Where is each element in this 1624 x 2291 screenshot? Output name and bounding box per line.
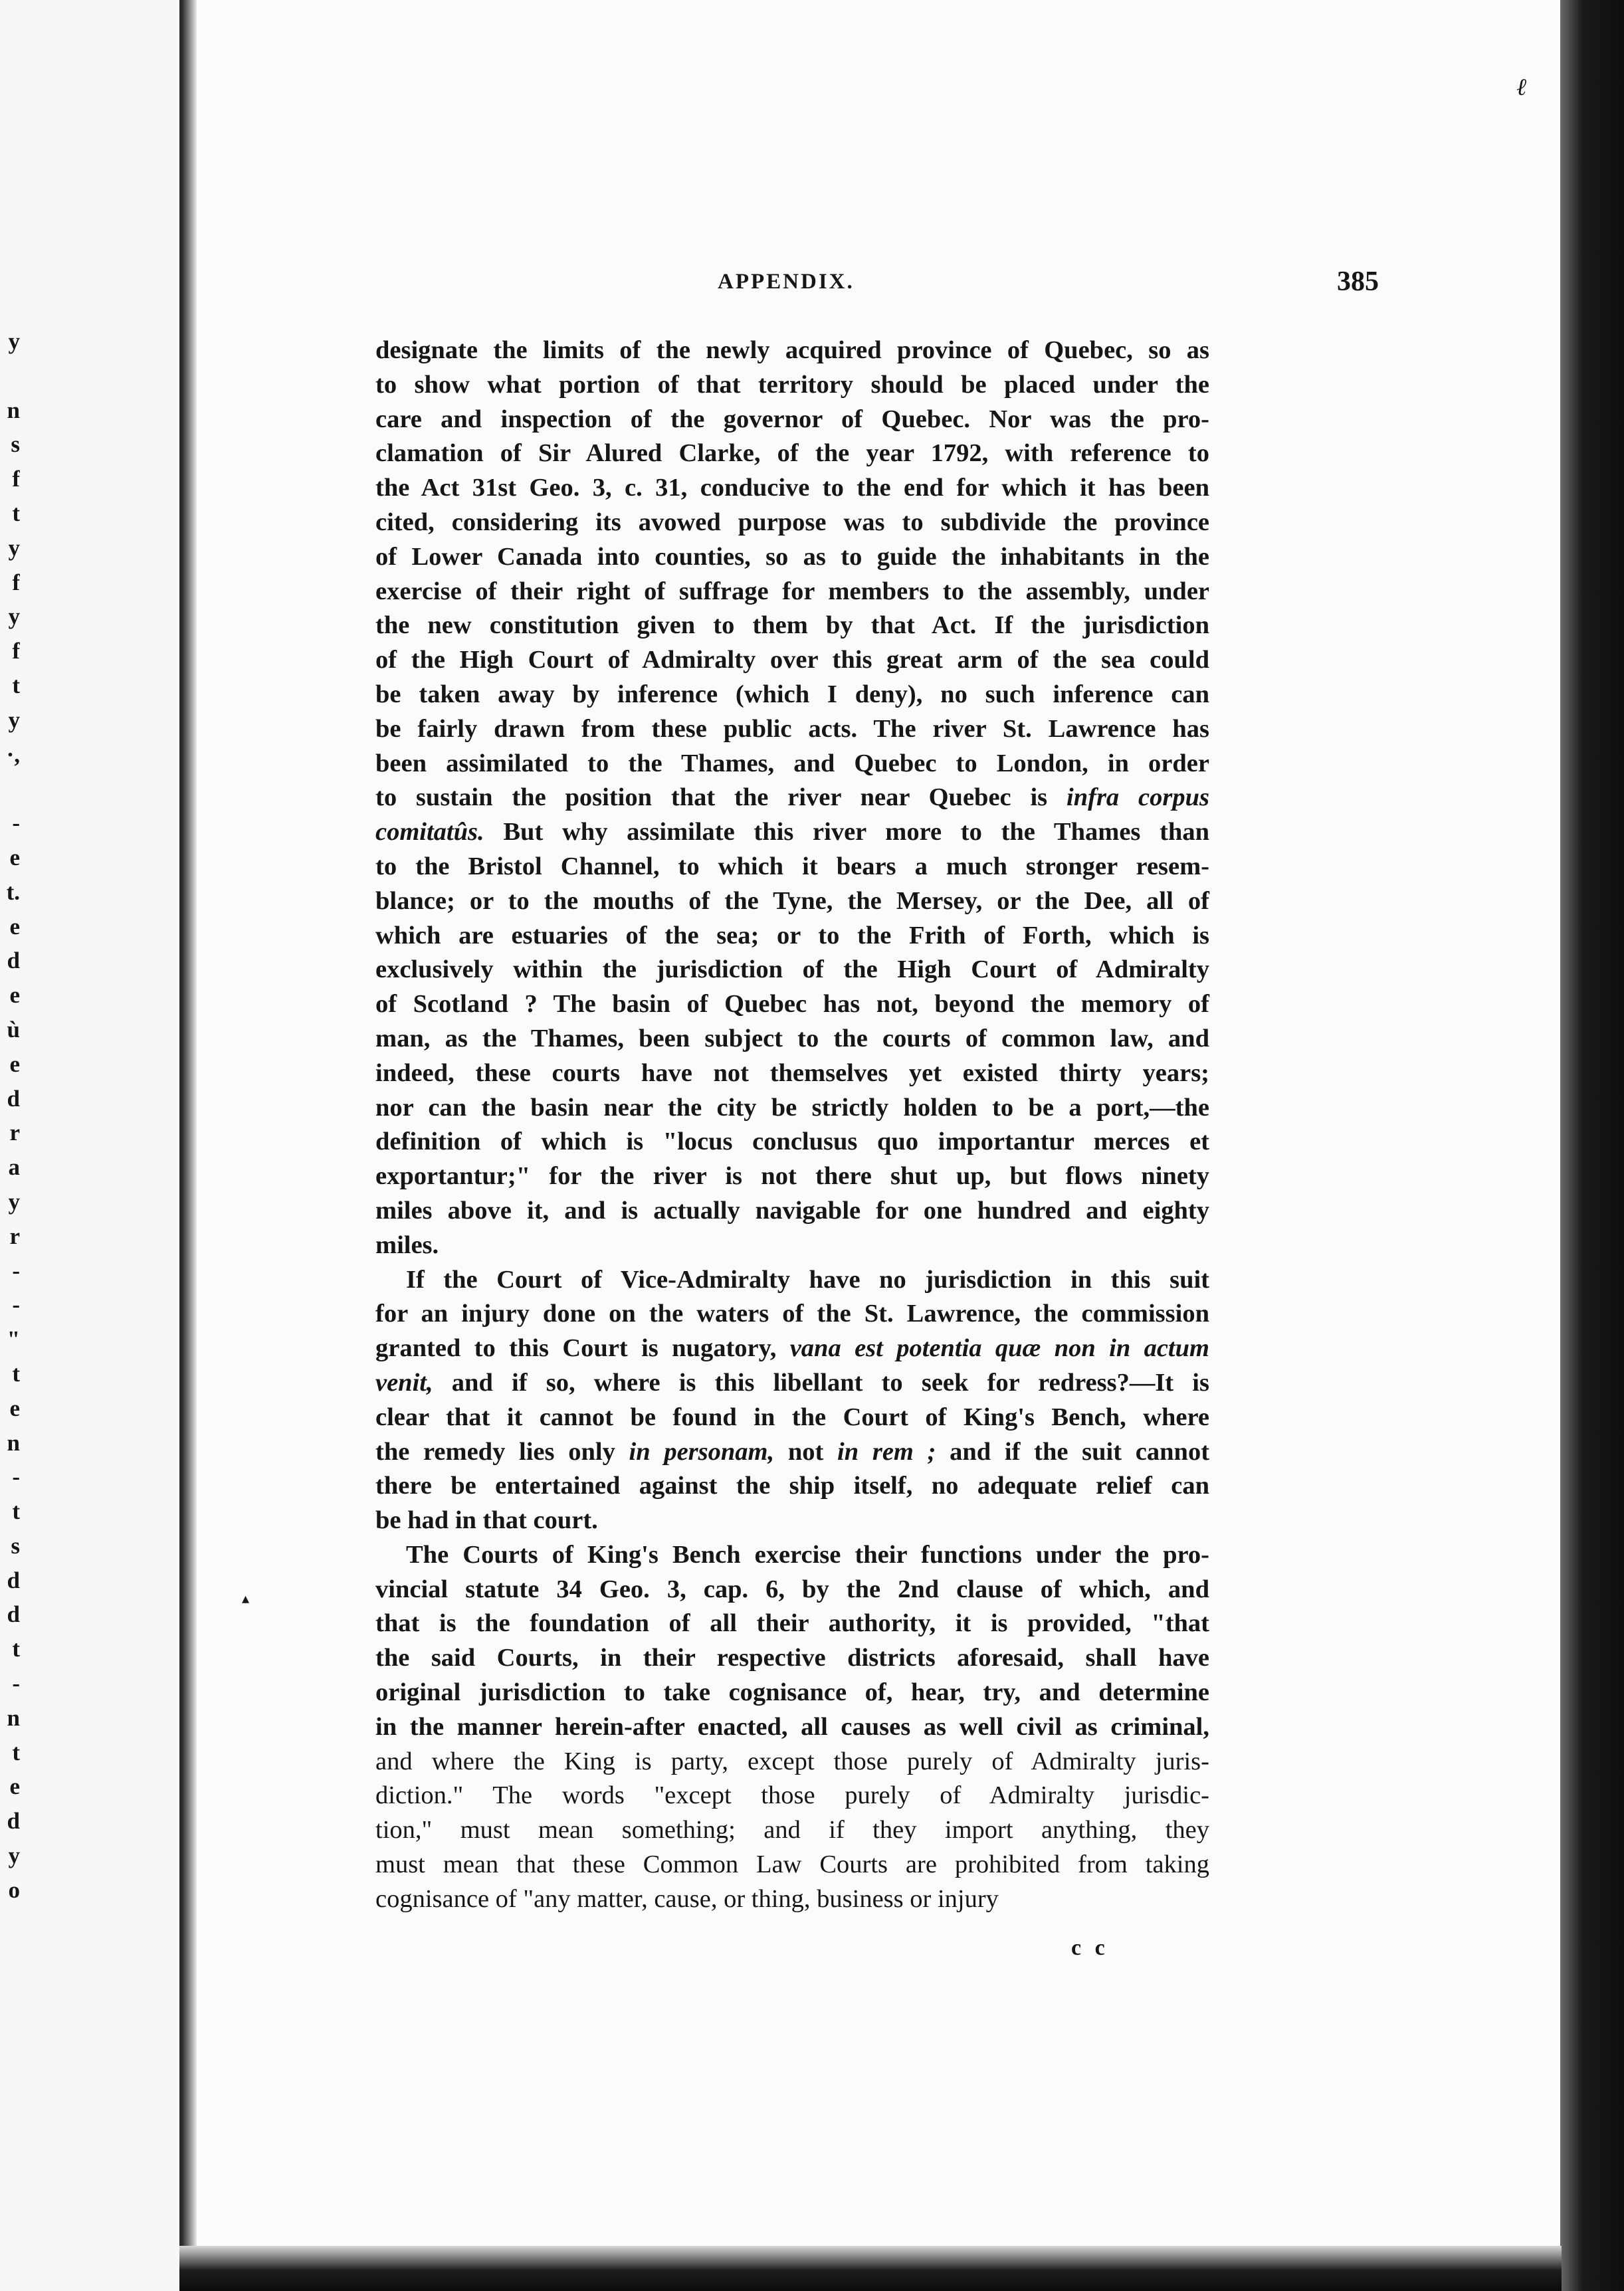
facing-page: [0, 0, 182, 2291]
facing-page-fragment: y: [8, 328, 20, 354]
facing-page-fragment: n: [7, 1704, 20, 1731]
facing-page-fragment: d: [7, 1601, 20, 1628]
facing-page-fragment: e: [9, 913, 20, 940]
text-line: of the High Court of Admiralty over this great arm of the sea could: [375, 646, 1209, 674]
text-line: that is the foundation of all their authority, it is provided, "that: [375, 1609, 1209, 1638]
facing-page-fragment: e: [9, 1773, 20, 1800]
facing-page-fragment: y: [8, 1843, 20, 1869]
text-line: cognisance of "any matter, cause, or thing, business or injury: [375, 1884, 999, 1913]
facing-page-fragment: d: [7, 1808, 20, 1835]
italic-text-run: infra corpus: [1066, 783, 1209, 812]
text-line: blance; or to the mouths of the Tyne, the Mersey, or the Dee, all of: [375, 886, 1209, 915]
text-line: exportantur;" for the river is not there shut up, but flows ninety: [375, 1162, 1209, 1191]
facing-page-fragment: e: [9, 982, 20, 1009]
paragraph: [375, 334, 1209, 1263]
facing-page-fragment: d: [7, 1567, 20, 1593]
text-run: the remedy lies only: [375, 1437, 629, 1466]
facing-page-fragment: n: [7, 397, 20, 423]
facing-page-fragment: s: [11, 1532, 20, 1559]
facing-page-fragment: a: [8, 1154, 20, 1181]
facing-page-fragment: t: [12, 672, 20, 698]
text-line: been assimilated to the Thames, and Quebec to London, in order: [375, 749, 1209, 777]
text-line: of Scotland ? The basin of Quebec has not, beyond the memory of: [375, 990, 1209, 1019]
text-line: cited, considering its avowed purpose was to subdivide the province: [375, 508, 1209, 536]
facing-page-fragment: f: [12, 466, 20, 492]
facing-page-fragment: t: [12, 1498, 20, 1525]
text-run: to sustain the position that the river near Quebec is: [375, 783, 1067, 812]
text-line: for an injury done on the waters of the St. Lawrence, the commission: [375, 1300, 1209, 1328]
text-line: which are estuaries of the sea; or to the Frith of Forth, which is: [375, 921, 1209, 949]
facing-page-fragment: -: [12, 1292, 20, 1318]
text-line: must mean that these Common Law Courts are prohibited from taking: [375, 1850, 1209, 1879]
italic-text-run: venit,: [375, 1368, 433, 1397]
facing-page-fragment: [0, 771, 20, 806]
facing-page-fragment: t: [12, 1636, 20, 1662]
text-line: clear that it cannot be found in the Court of King's Bench, where: [375, 1403, 1209, 1431]
text-line: [375, 781, 1209, 815]
text-line: [375, 1366, 1209, 1401]
text-line: to the Bristol Channel, to which it bears a much stronger resem-: [375, 852, 1209, 880]
text-line: tion," must mean something; and if they import anything, they: [375, 1816, 1209, 1844]
text-line: [375, 1332, 1209, 1366]
signature-mark: c c: [1071, 1936, 1109, 1960]
facing-page-fragment: -: [12, 810, 20, 837]
page-edge-shadow: [1560, 0, 1624, 2291]
facing-page-fragment: e: [9, 844, 20, 870]
text-line: be fairly drawn from these public acts. The river St. Lawrence has: [375, 714, 1209, 743]
italic-text-run: comitatûs.: [375, 818, 484, 847]
facing-page-fragment: e: [9, 1395, 20, 1421]
facing-page-fragment: f: [12, 638, 20, 664]
text-line: the Act 31st Geo. 3, c. 31, conducive to the end for which it has been: [375, 474, 1209, 502]
text-line: [375, 1435, 1209, 1470]
body-text: [375, 334, 1209, 1917]
text-line: be taken away by inference (which I deny), no such inference can: [375, 680, 1209, 708]
text-run: But why assimilate this river more to the Thames than: [484, 818, 1209, 847]
facing-page-fragment: s: [11, 431, 20, 458]
text-line: exclusively within the jurisdiction of the High Court of Admiralty: [375, 955, 1209, 984]
facing-page-fragment: y: [8, 603, 20, 630]
facing-page-fragment: [0, 359, 20, 393]
page-number: 385: [1337, 266, 1379, 297]
italic-text-run: vana est potentia quæ non in actum: [789, 1334, 1209, 1363]
facing-page-fragment: d: [7, 1085, 20, 1112]
facing-page-fragment: o: [8, 1876, 20, 1903]
facing-page-fragment: t: [12, 1360, 20, 1387]
paragraph: [375, 1263, 1209, 1538]
facing-page-fragment: y: [8, 534, 20, 561]
text-line: there be entertained against the ship itself, no adequate relief can: [375, 1472, 1209, 1500]
text-line: miles.: [375, 1231, 439, 1259]
text-line: clamation of Sir Alured Clarke, of the year 1792, with reference to: [375, 439, 1209, 468]
running-head-title: APPENDIX.: [718, 270, 855, 294]
facing-page-fragment: ·,: [6, 741, 20, 767]
text-line: diction." The words "except those purely of Admiralty jurisdic-: [375, 1781, 1209, 1810]
facing-page-fragment: -: [12, 1464, 20, 1490]
facing-page-fragment: t: [12, 1739, 20, 1765]
text-line: nor can the basin near the city be strictly holden to be a port,—the: [375, 1093, 1209, 1122]
facing-page-fragment: y: [8, 706, 20, 733]
text-run: and if the suit cannot: [936, 1437, 1210, 1466]
text-run: not: [774, 1437, 838, 1466]
text-line: be had in that court.: [375, 1506, 598, 1535]
facing-page-fragment: y: [8, 1188, 20, 1215]
margin-mark: ▴: [242, 1590, 250, 1607]
facing-page-fragment: f: [12, 569, 20, 595]
text-line: exercise of their right of suffrage for members to the assembly, under: [375, 577, 1209, 605]
text-line: of Lower Canada into counties, so as to guide the inhabitants in the: [375, 542, 1209, 571]
text-line: If the Court of Vice-Admiralty have no jurisdiction in this suit: [406, 1265, 1209, 1294]
text-line: designate the limits of the newly acquired province of Quebec, so as: [375, 336, 1209, 364]
facing-page-text-fragments: [0, 324, 20, 1908]
book-gutter: [182, 0, 197, 2291]
text-line: care and inspection of the governor of Quebec. Nor was the pro-: [375, 405, 1209, 433]
text-run: granted to this Court is nugatory,: [375, 1334, 790, 1363]
facing-page-fragment: d: [7, 947, 20, 974]
text-run: and if so, where is this libellant to seek for redress?—It is: [433, 1368, 1209, 1397]
facing-page-fragment: n: [7, 1429, 20, 1456]
facing-page-fragment: t.: [6, 878, 20, 905]
text-line: [375, 815, 1209, 850]
text-line: the new constitution given to them by that Act. If the jurisdiction: [375, 611, 1209, 640]
text-line: to show what portion of that territory should be placed under the: [375, 370, 1209, 399]
text-line: definition of which is "locus conclusus quo importantur merces et: [375, 1128, 1209, 1156]
text-line: The Courts of King's Bench exercise their functions under the pro-: [406, 1540, 1209, 1569]
text-line: in the manner herein-after enacted, all causes as well civil as criminal,: [375, 1712, 1209, 1741]
text-line: miles above it, and is actually navigable for one hundred and eighty: [375, 1196, 1209, 1225]
text-line: the said Courts, in their respective districts aforesaid, shall have: [375, 1644, 1209, 1672]
facing-page-fragment: -: [12, 1257, 20, 1284]
facing-page-fragment: -: [12, 1670, 20, 1697]
facing-page-fragment: e: [9, 1050, 20, 1077]
facing-page-fragment: ": [7, 1326, 20, 1353]
text-line: man, as the Thames, been subject to the courts of common law, and: [375, 1024, 1209, 1052]
facing-page-fragment: r: [9, 1223, 20, 1249]
italic-text-run: in personam,: [629, 1437, 775, 1466]
text-line: original jurisdiction to take cognisance of, hear, try, and determine: [375, 1678, 1209, 1707]
text-line: and where the King is party, except those purely of Admiralty juris-: [375, 1747, 1209, 1775]
page-bottom-shadow: [179, 2246, 1562, 2291]
text-line: vincial statute 34 Geo. 3, cap. 6, by the 2nd clause of which, and: [375, 1575, 1209, 1603]
text-line: indeed, these courts have not themselves yet existed thirty years;: [375, 1058, 1209, 1087]
facing-page-fragment: r: [9, 1120, 20, 1146]
paragraph: [375, 1538, 1209, 1917]
italic-text-run: in rem ;: [837, 1437, 936, 1466]
running-head: [375, 266, 1379, 306]
facing-page-fragment: t: [12, 500, 20, 526]
facing-page-fragment: ù: [7, 1016, 20, 1043]
corner-mark: ℓ: [1516, 74, 1526, 100]
